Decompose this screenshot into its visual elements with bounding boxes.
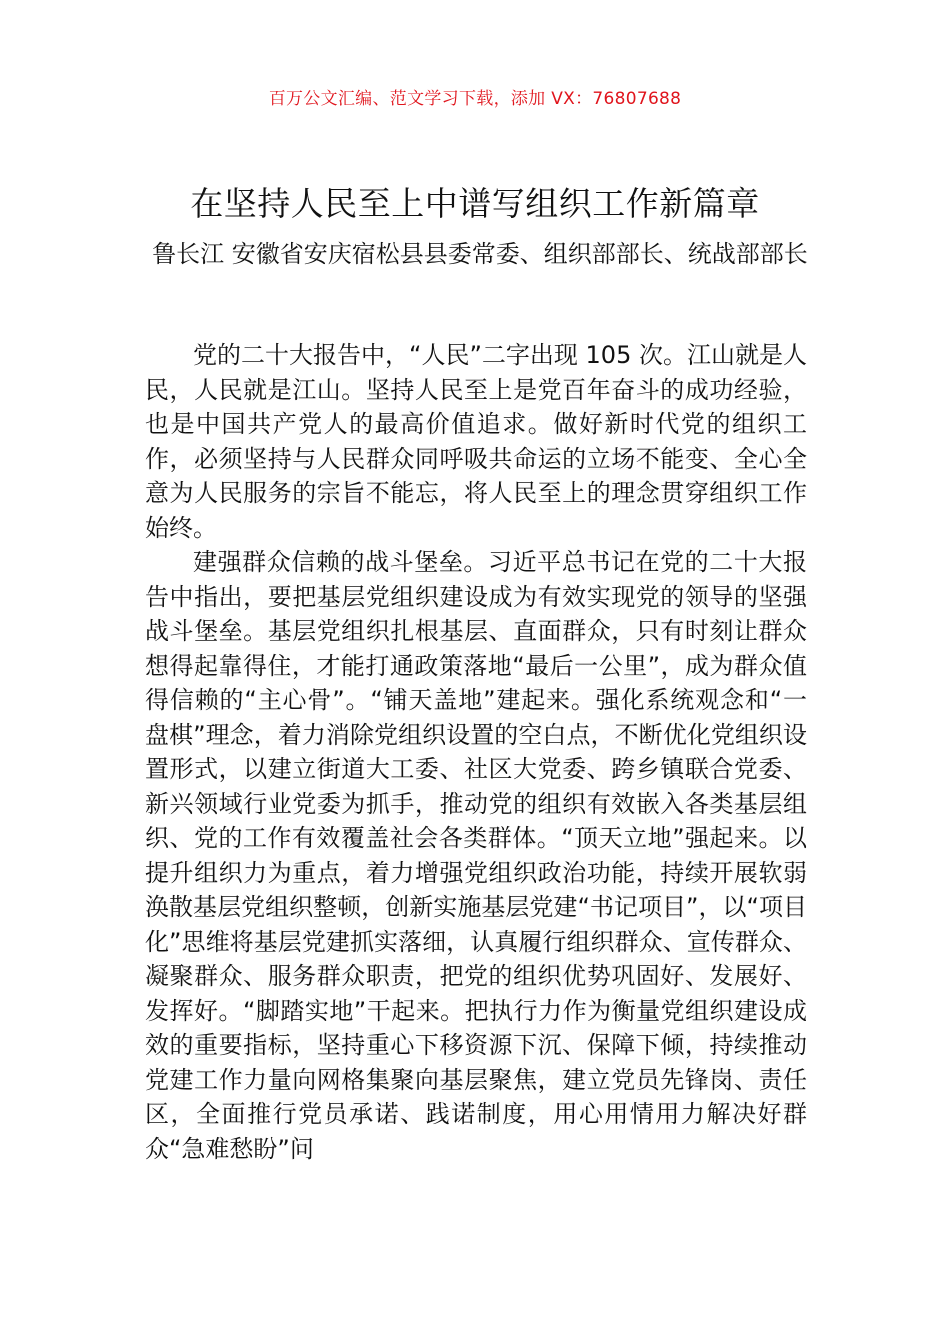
download-promo-note: 百万公文汇编、范文学习下载，添加 VX：76807688	[268, 89, 682, 109]
author-byline: 鲁长江 安徽省安庆宿松县县委常委、组织部部长、统战部部长	[152, 240, 808, 268]
document-body	[145, 338, 807, 1166]
paragraph-section-1: 建强群众信赖的战斗堡垒。习近平总书记在党的二十大报告中指出，要把基层党组织建设成为有效实现党的领导的坚强战斗堡垒。基层党组织扎根基层、直面群众，只有时刻让群众想得起靠得住，才能打通政策落地“最后一公里”，成为群众值得信赖的“主心骨”。“铺天盖地”建起来。强化系统观念和“一盘棋”理念，着力消除党组织设置的空白点，不断优化党组织设置形式，以建立街道大工委、社区大党委、跨乡镇联合党委、新兴领域行业党委为抓手，推动党的组织有效嵌入各类基层组织、党的工作有效覆盖社会各类群体。“顶天立地”强起来。以提升组织力为重点，着力增强党组织政治功能，持续开展软弱涣散基层党组织整顿，创新实施基层党建“书记项目”，以“项目化”思维将基层党建抓实落细，认真履行组织群众、宣传群众、凝聚群众、服务群众职责，把党的组织优势巩固好、发展好、发挥好。“脚踏实地”干起来。把执行力作为衡量党组织建设成效的重要指标，坚持重心下移资源下沉、保障下倾，持续推动党建工作力量向网格集聚向基层聚焦，建立党员先锋岗、责任区，全面推行党员承诺、践诺制度，用心用情用力解决好群众“急难愁盼”问	[145, 548, 807, 1163]
document-title: 在坚持人民至上中谱写组织工作新篇章	[190, 184, 760, 223]
paragraph-intro: 党的二十大报告中，“人民”二字出现 105 次。江山就是人民，人民就是江山。坚持人民至上是党百年奋斗的成功经验，也是中国共产党人的最高价值追求。做好新时代党的组织工作，必须坚持与人民群众同呼吸共命运的立场不能变、全心全意为人民服务的宗旨不能忘，将人民至上的理念贯穿组织工作始终。	[145, 341, 807, 542]
